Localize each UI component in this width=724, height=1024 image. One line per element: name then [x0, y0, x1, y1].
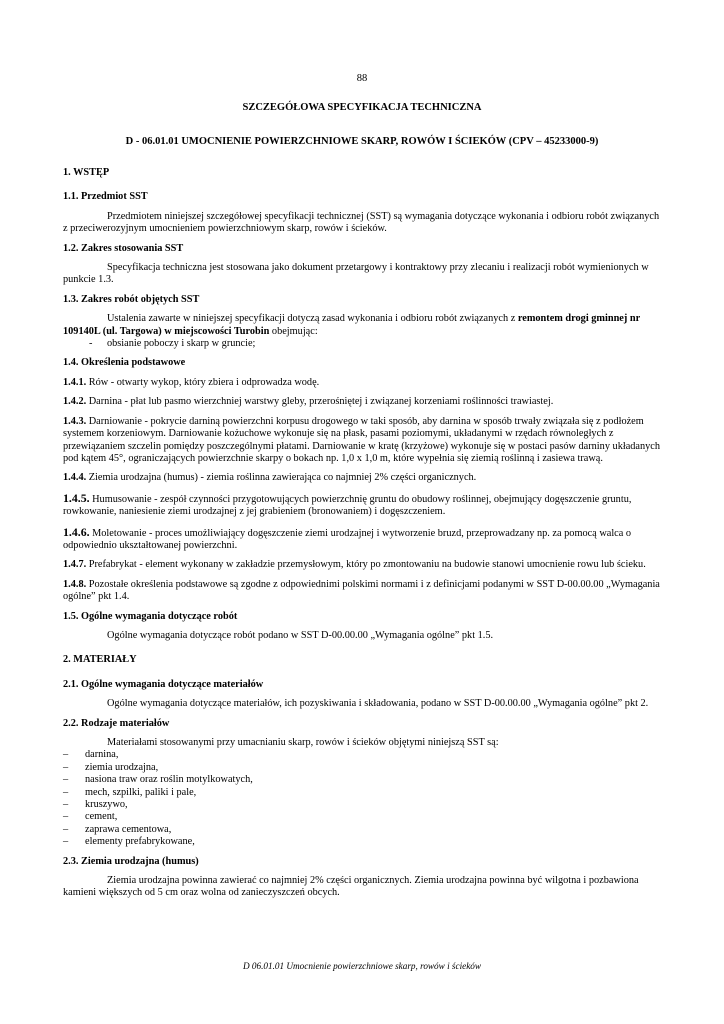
- materials-list-item: [63, 799, 663, 811]
- section-1-3-text: [63, 313, 663, 338]
- section-1-4-heading: 1.4. Określenia podstawowe: [63, 357, 186, 369]
- definition-number: 1.4.2.: [63, 396, 87, 408]
- section-2-3-text: Ziemia urodzajna powinna zawierać co najmniej 2% części organicznych. Ziemia urodzajna powinna być wilgotna i pozbawiona kamieni większych od 5 cm oraz wolna od zanieczyszczeń obcych.: [63, 875, 639, 899]
- definition-text: Rów - otwarty wykop, który zbiera i odprowadza wodę.: [86, 376, 320, 388]
- section-2-2-heading: 2.2. Rodzaje materiałów: [63, 717, 170, 729]
- materials-list: [63, 749, 663, 848]
- section-1-5-heading: 1.5. Ogólne wymagania dotyczące robót: [63, 610, 238, 622]
- section-2-1-text: Ogólne wymagania dotyczące materiałów, ich pozyskiwania i składowania, podano w SST D-00.00.00 „Wymagania ogólne” pkt 2.: [107, 698, 649, 710]
- list-dash: –: [63, 774, 69, 786]
- list-item-text: ziemia urodzajna,: [85, 761, 159, 773]
- list-dash: –: [63, 811, 69, 823]
- definition-1-4-4: [63, 472, 663, 484]
- list-item-text: darnina,: [85, 749, 119, 761]
- document-subtitle: D - 06.01.01 UMOCNIENIE POWIERZCHNIOWE SKARP, ROWÓW I ŚCIEKÓW (CPV – 45233000-9): [125, 136, 599, 147]
- list-item-text: cement,: [85, 811, 118, 823]
- materials-list-item: [63, 762, 663, 774]
- definition-number: 1.4.7.: [63, 559, 87, 571]
- definition-text: Pozostałe określenia podstawowe są zgodne z odpowiednimi polskimi normami i z definicjami podanymi w SST D-00.00.00 „Wymagania ogólne” pkt 1.4.: [63, 578, 660, 603]
- section-1-1-text: Przedmiotem niniejszej szczegółowej specyfikacji technicznej (SST) są wymagania dotyczące wykonania i odbioru robót związanych z przeciwerozyjnym umocnieniem powierzchniowym skarp, rowów i ścieków.: [63, 210, 660, 235]
- definition-number: 1.4.1.: [63, 376, 87, 388]
- materials-list-item: [63, 811, 663, 823]
- list-dash: –: [63, 799, 69, 811]
- definition-1-4-7: [63, 559, 663, 571]
- list-dash: –: [63, 749, 69, 761]
- section-1-2-text: Specyfikacja techniczna jest stosowana jako dokument przetargowy i kontraktowy przy zlecaniu i realizacji robót wymienionych w punkcie 1.3.: [63, 262, 649, 286]
- definition-1-4-2: [63, 396, 663, 408]
- materials-list-item: [63, 836, 663, 848]
- definition-text: Darniowanie - pokrycie darniną powierzchni korpusu drogowego w taki sposób, aby darnina w sposób trwały związała się z podłożem systemem korzeniowym. Darniowanie kożuchowe wykonuje się na płask, pasami poziomymi, układanymi w rzędach równoległych z przewiązaniem szczelin pomiędzy poszczególnymi płatami. Darniowanie w kratę (krzyżowe) wykonuje się w postaci pasów darniny układanych pod kątem 45°, ograniczających powierzchnie skarpy o bokach np. 1,0 x 1,0 m, które wypełnia się ziemią roślinną i zasiewa trawą.: [63, 415, 661, 464]
- list-item-text: kruszywo,: [85, 799, 128, 811]
- document-title: SZCZEGÓŁOWA SPECYFIKACJA TECHNICZNA: [242, 102, 482, 113]
- materials-list-item: [63, 749, 663, 761]
- list-item-text: elementy prefabrykowane,: [85, 836, 195, 848]
- section-1-3-text-a: Ustalenia zawarte w niniejszej specyfikacji dotyczą zasad wykonania i odbioru robót związanych z: [107, 313, 518, 325]
- materials-list-item: [63, 787, 663, 799]
- list-item-text: zaprawa cementowa,: [85, 823, 172, 835]
- section-1-heading: 1. WSTĘP: [63, 167, 110, 178]
- section-1-1-heading: 1.1. Przedmiot SST: [63, 191, 148, 203]
- definition-number: 1.4.8.: [63, 578, 87, 590]
- section-1-3-heading: 1.3. Zakres robót objętych SST: [63, 293, 200, 305]
- list-item-text: nasiona traw oraz roślin motylkowatych,: [85, 774, 253, 786]
- materials-list-item: [63, 774, 663, 786]
- definition-1-4-5: [63, 492, 663, 519]
- section-1-3-text-b: obejmując:: [269, 325, 318, 337]
- definition-text: Moletowanie - proces umożliwiający dogęszczenie ziemi urodzajnej i wytworzenie bruzd, przeprowadzany np. za pomocą walca o odpowiednio ukształtowanej powierzchni.: [63, 527, 632, 551]
- definition-number: 1.4.3.: [63, 415, 87, 427]
- page-number: 88: [356, 73, 368, 84]
- bullet-text: obsianie poboczy i skarp w gruncie;: [107, 338, 256, 350]
- section-2-2-text: Materiałami stosowanymi przy umacnianiu skarp, rowów i ścieków objętymi niniejszą SST są:: [107, 737, 499, 748]
- section-2-3-heading: 2.3. Ziemia urodzajna (humus): [63, 855, 199, 867]
- definition-1-4-3: [63, 416, 663, 466]
- section-2-heading: 2. MATERIAŁY: [63, 654, 137, 666]
- list-item-text: mech, szpilki, paliki i pale,: [85, 786, 197, 798]
- definition-text: Darnina - płat lub pasmo wierzchniej warstwy gleby, przerośniętej i związanej korzeniami roślinności trawiastej.: [86, 396, 554, 408]
- definition-text: Prefabrykat - element wykonany w zakładzie przemysłowym, który po zmontowaniu na budowie stanowi umocnienie rowu lub ścieku.: [86, 559, 646, 571]
- section-2-1-heading: 2.1. Ogólne wymagania dotyczące materiałów: [63, 678, 264, 690]
- list-dash: –: [63, 823, 69, 835]
- section-1-3-bullet: [63, 338, 663, 350]
- list-dash: –: [63, 761, 69, 773]
- definition-1-4-8: [63, 579, 663, 604]
- list-dash: –: [63, 786, 69, 798]
- list-dash: –: [63, 836, 69, 848]
- section-1-3-road-name: remontem drogi gminnej nr 109140L (ul. Targowa) w miejscowości Turobin: [63, 313, 640, 337]
- materials-list-item: [63, 824, 663, 836]
- document-body: [63, 167, 663, 900]
- definition-text: Ziemia urodzajna (humus) - ziemia roślinna zawierająca co najmniej 2% części organicznych.: [86, 472, 477, 484]
- definition-number: 1.4.6.: [63, 524, 90, 539]
- bullet-dash: -: [89, 338, 93, 350]
- definition-text: Humusowanie - zespół czynności przygotowujących powierzchnię gruntu do obudowy roślinnej, obejmujący dogęszczenie gruntu, rowkowanie, naniesienie ziemi urodzajnej z jej grabieniem (bronowaniem) i dogęszczeniem.: [63, 493, 632, 518]
- page-footer: D 06.01.01 Umocnienie powierzchniowe skarp, rowów i ścieków: [243, 961, 481, 971]
- section-1-2-heading: 1.2. Zakres stosowania SST: [63, 242, 184, 254]
- definition-number: 1.4.4.: [63, 472, 87, 484]
- section-1-5-text: Ogólne wymagania dotyczące robót podano w SST D-00.00.00 „Wymagania ogólne” pkt 1.5.: [107, 629, 494, 641]
- definition-number: 1.4.5.: [63, 490, 90, 505]
- definition-1-4-6: [63, 526, 663, 553]
- definition-1-4-1: [63, 377, 663, 389]
